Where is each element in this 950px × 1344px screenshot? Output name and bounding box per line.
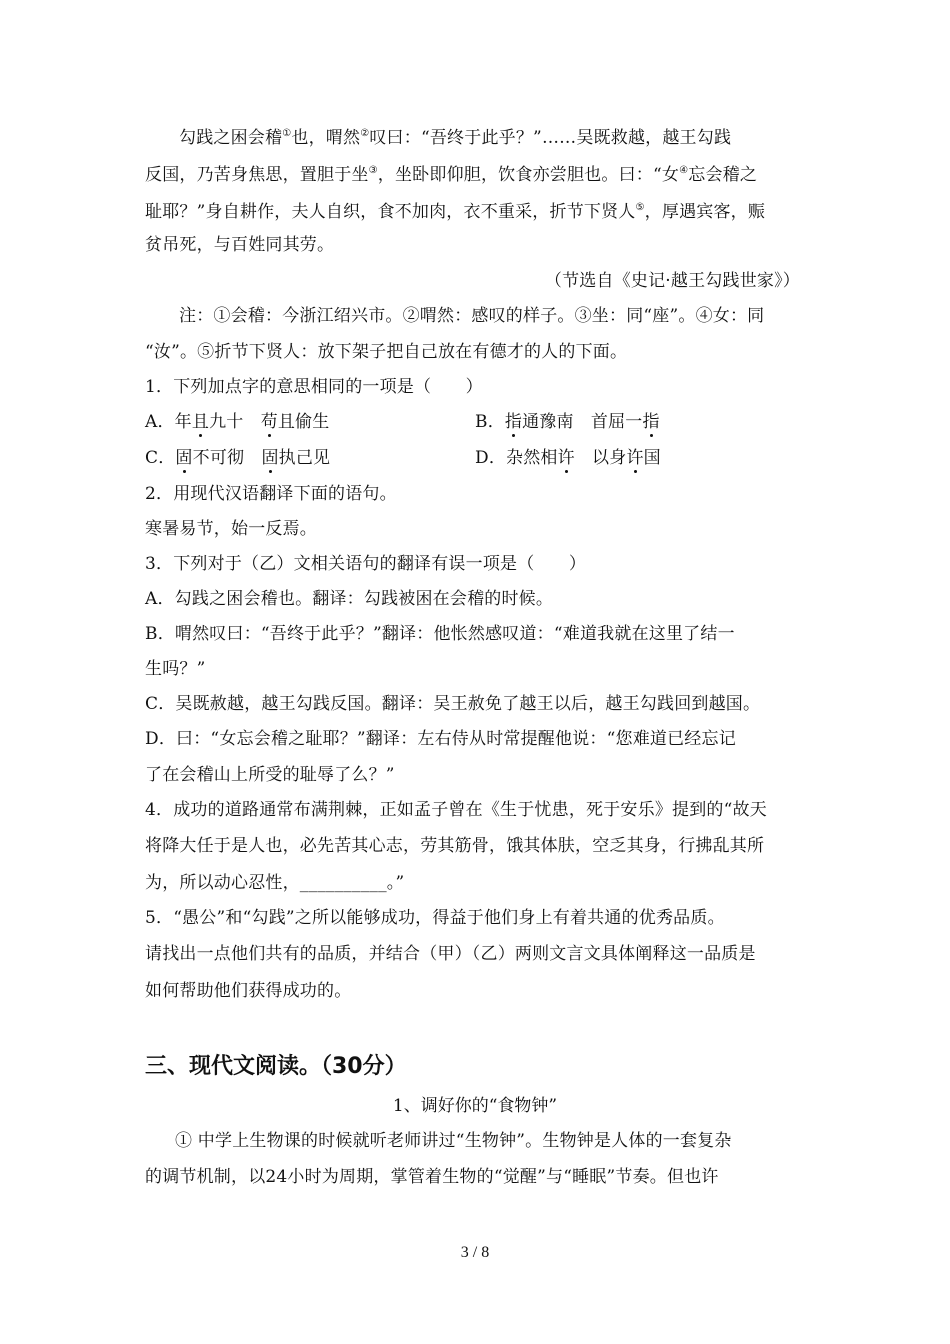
q3-option-b-line-2: 生吗？” [145, 659, 206, 679]
q1-stem: 1．下列加点字的意思相同的一项是（ ） [145, 377, 483, 397]
section-heading: 三、现代文阅读。（30分） [145, 1054, 407, 1079]
footnote-marker: ① [282, 128, 292, 139]
article-paragraph-line-2: 的调节机制，以24小时为周期，掌管着生物的“觉醒”与“睡眠”节奏。但也许 [145, 1167, 719, 1187]
q3-option-d-line-2: 了在会稽山上所受的耻辱了么？” [145, 765, 395, 785]
q4-line-1: 4．成功的道路通常布满荆棘，正如孟子曾在《生于忧患，死于安乐》提到的“故天 [145, 800, 767, 820]
article-title: 1、调好你的“食物钟” [392, 1096, 558, 1116]
passage-line-4: 贫吊死，与百姓同其劳。 [145, 235, 335, 255]
q2-sentence: 寒暑易节，始一反焉。 [145, 519, 317, 539]
emphasis-dot-char: 固 [175, 448, 193, 468]
q4-line-2: 将降大任于是人也，必先苦其心志，劳其筋骨，饿其体肤，空乏其身，行拂乱其所 [145, 836, 765, 856]
footnote-marker: ④ [679, 165, 689, 176]
footnote-marker: ② [360, 128, 370, 139]
page-number: 3 / 8 [460, 1244, 490, 1261]
q1-option-a: A．年且九十 苟且偷生 [145, 412, 330, 432]
footnote-marker: ⑤ [635, 202, 645, 213]
q3-option-b-line-1: B．喟然叹曰：“吾终于此乎？”翻译：他怅然感叹道：“难道我就在这里了结一 [145, 624, 735, 644]
emphasis-dot-char: 苟 [260, 412, 278, 432]
footnote-marker: ③ [368, 165, 378, 176]
notes-line-1: 注：①会稽：今浙江绍兴市。②喟然：感叹的样子。③坐：同“座”。④女：同 [179, 306, 765, 326]
q3-option-d-line-1: D．曰：“女忘会稽之耻耶？”翻译：左右侍从时常提醒他说：“您难道已经忘记 [145, 729, 736, 749]
q3-option-a: A．勾践之困会稽也。翻译：勾践被困在会稽的时候。 [145, 589, 554, 609]
q5-line-3: 如何帮助他们获得成功的。 [145, 981, 352, 1001]
emphasis-dot-char: 指 [504, 412, 523, 432]
passage-line-1: 勾践之困会稽①也，喟然②叹曰：“吾终于此乎？”……吴既救越，越王勾践 [179, 128, 732, 148]
q5-line-2: 请找出一点他们共有的品质，并结合（甲）（乙）两则文言文具体阐释这一品质是 [145, 944, 756, 964]
q1-option-d: D．杂然相许 以身许国 [475, 448, 661, 468]
q3-option-c: C．吴既赦越，越王勾践反国。翻译：吴王赦免了越王以后，越王勾践回到越国。 [145, 694, 761, 714]
emphasis-dot-char: 且 [191, 412, 210, 432]
q1-options-row-1 [145, 410, 810, 434]
passage-line-2: 反国，乃苦身焦思，置胆于坐③，坐卧即仰胆，饮食亦尝胆也。曰：“女④忘会稽之 [145, 165, 758, 185]
notes-line-2: “汝”。⑤折节下贤人：放下架子把自己放在有德才的人的下面。 [145, 342, 628, 362]
emphasis-dot-char: 许 [557, 448, 575, 468]
q5-line-1: 5．“愚公”和“勾践”之所以能够成功，得益于他们身上有着共通的优秀品质。 [145, 908, 725, 928]
q3-stem: 3．下列对于（乙）文相关语句的翻译有误一项是（ ） [145, 554, 587, 574]
q1-option-c: C．固不可彻 固执己见 [145, 448, 331, 468]
passage-line-3: 耻耶？”身自耕作，夫人自织，食不加肉，衣不重采，折节下贤人⑤，厚遇宾客，赈 [145, 202, 766, 222]
emphasis-dot-char: 许 [626, 448, 644, 468]
emphasis-dot-char: 固 [261, 448, 279, 468]
article-paragraph-line-1: ① 中学上生物课的时候就听老师讲过“生物钟”。生物钟是人体的一套复杂 [175, 1131, 732, 1151]
q1-option-b: B．指通豫南 首屈一指 [475, 412, 660, 432]
q2-stem: 2．用现代汉语翻译下面的语句。 [145, 484, 397, 504]
emphasis-dot-char: 指 [642, 412, 660, 432]
passage-source: （节选自《史记·越王勾践世家》） [544, 271, 800, 291]
q1-options-row-2 [145, 446, 810, 470]
q4-line-3: 为，所以动心忍性，__________。” [145, 873, 405, 893]
